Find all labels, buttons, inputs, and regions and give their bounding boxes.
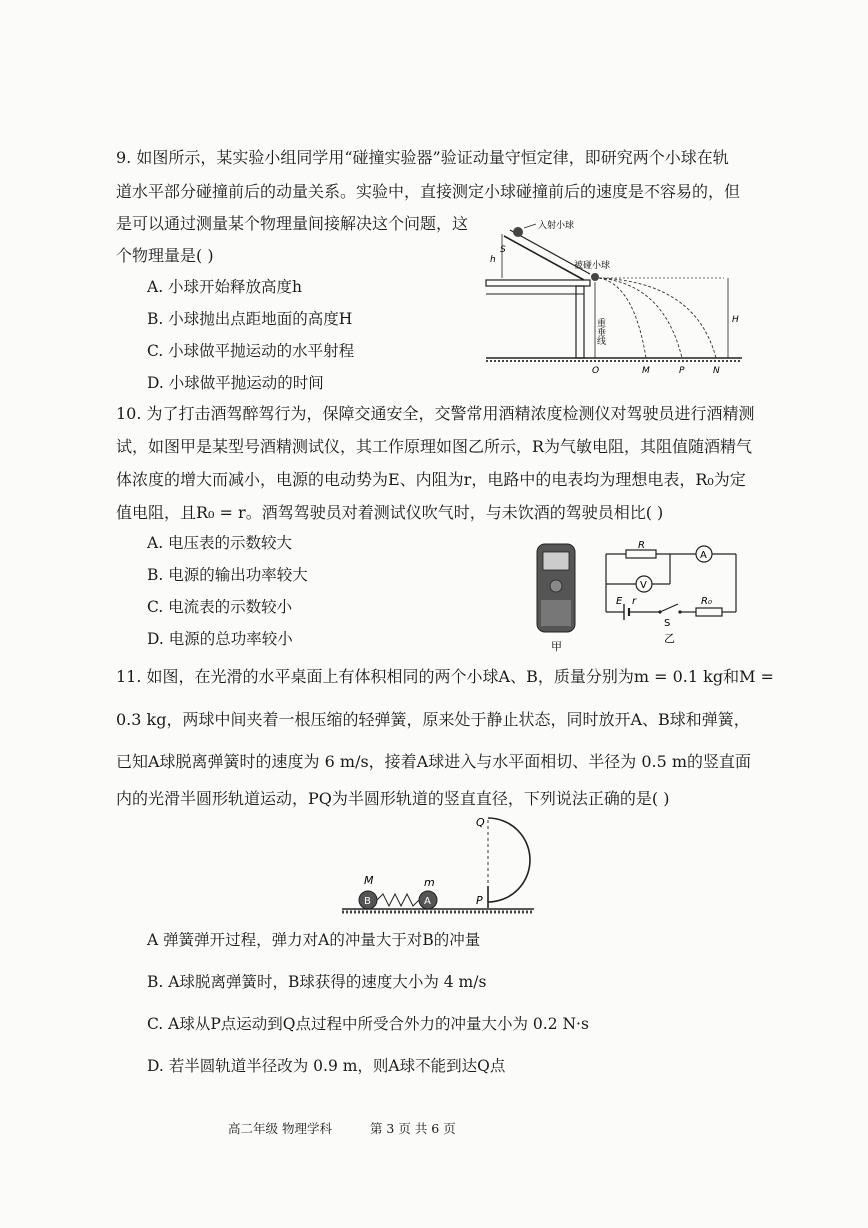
switch-icon: [660, 604, 678, 612]
collision-apparatus-figure: [484, 218, 744, 378]
ball-b-label: B: [364, 896, 371, 907]
big-h-label: H: [732, 315, 739, 325]
circuit-diagram: [600, 540, 745, 660]
ball-a-label: A: [424, 896, 431, 907]
footer-grade: 高二年级 物理学科: [228, 1121, 332, 1136]
voltmeter-label: V: [640, 580, 647, 591]
q11-option-b: B. A球脱离弹簧时，B球获得的速度大小为 4 m/s: [147, 973, 487, 991]
incident-ball-icon: [513, 227, 523, 237]
resistor-r0-icon: [696, 608, 722, 616]
q11-line-2: 0.3 kg，两球中间夹着一根压缩的轻弹簧，原来处于静止状态，同时放开A、B球和弹簧，: [116, 710, 750, 729]
spring-balls-figure: [338, 812, 538, 922]
q11-option-c: C. A球从P点运动到Q点过程中所受合外力的冲量大小为 0.2 N·s: [147, 1015, 589, 1033]
q10-line-2: 试，如图甲是某型号酒精测试仪，其工作原理如图乙所示，R为气敏电阻，其阻值随酒精气: [116, 437, 753, 456]
q9-line-4: 个物理量是( ): [116, 246, 214, 265]
q11-line-1: 11. 如图，在光滑的水平桌面上有体积相同的两个小球A、B，质量分别为m = 0.1 kg和M =: [116, 667, 774, 686]
q11-option-d: D. 若半圆轨道半径改为 0.9 m，则A球不能到达Q点: [147, 1057, 506, 1075]
ammeter-label: A: [700, 550, 707, 561]
q10-line-3: 体浓度的增大而减小，电源的电动势为E、内阻为r，电路中的电表均为理想电表，R₀为定: [116, 470, 746, 489]
s-label: S: [500, 245, 506, 255]
spring-icon: [377, 894, 419, 906]
display-icon: [543, 552, 569, 570]
q11-line-4: 内的光滑半圆形轨道运动，PQ为半圆形轨道的竖直直径，下列说法正确的是( ): [116, 789, 670, 808]
q11-option-a: A 弹簧弹开过程，弹力对A的冲量大于对B的冲量: [147, 931, 481, 949]
m-point-label: M: [642, 366, 650, 376]
e-label: E: [616, 596, 623, 607]
p-label: P: [476, 894, 483, 907]
q10-line-4: 值电阻，且R₀ = r。酒驾驾驶员对着测试仪吹气时，与未饮酒的驾驶员相比( ): [116, 503, 664, 522]
mass-m-small-label: m: [424, 876, 435, 889]
h-label: h: [490, 255, 496, 265]
semicircle-track: [488, 818, 530, 902]
q11-line-3: 已知A球脱离弹簧时的速度为 6 m/s，接着A球进入与水平面相切、半径为 0.5 m的竖直面: [116, 752, 752, 771]
mass-m-big-label: M: [364, 874, 374, 887]
q9-option-d: D. 小球做平抛运动的时间: [147, 374, 324, 392]
footer-page-number: 第 3 页 共 6 页: [369, 1121, 456, 1136]
figure-caption-yi: 乙: [664, 632, 675, 645]
q10-option-c: C. 电流表的示数较小: [147, 598, 293, 616]
plumb-line-label: 重垂线: [595, 318, 605, 345]
switch-label: S: [664, 618, 671, 629]
p-point-label: P: [679, 366, 685, 376]
n-point-label: N: [713, 366, 720, 376]
q9-line-3: 是可以通过测量某个物理量间接解决这个问题，这: [116, 214, 469, 233]
q-label: Q: [476, 816, 485, 829]
target-ball-icon: [591, 273, 599, 281]
q9-line-1: 9. 如图所示，某实验小组同学用“碰撞实验器”验证动量守恒定律，即研究两个小球在轨: [116, 148, 729, 167]
q10-option-a: A. 电压表的示数较大: [147, 534, 293, 552]
r-label: R: [638, 540, 645, 551]
q9-option-b: B. 小球抛出点距地面的高度H: [147, 310, 353, 328]
r0-label: R₀: [701, 596, 712, 607]
q10-line-1: 10. 为了打击酒驾醉驾行为，保障交通安全，交警常用酒精浓度检测仪对驾驶员进行酒精测: [116, 404, 755, 423]
q9-line-2: 道水平部分碰撞前后的动量关系。实验中，直接测定小球碰撞前后的速度是不容易的，但: [116, 182, 741, 201]
q10-option-d: D. 电源的总功率较小: [147, 630, 293, 648]
breathalyzer-figure: [525, 538, 585, 658]
q9-option-a: A. 小球开始释放高度h: [147, 278, 303, 296]
resistor-r-icon: [626, 550, 656, 558]
q9-option-c: C. 小球做平抛运动的水平射程: [147, 342, 355, 360]
figure-caption-jia: 甲: [551, 640, 562, 653]
target-ball-label: 被碰小球: [574, 261, 611, 271]
q10-option-b: B. 电源的输出功率较大: [147, 566, 308, 584]
o-label: O: [592, 366, 600, 376]
incident-ball-label: 入射小球: [538, 221, 575, 231]
internal-r-label: r: [632, 596, 637, 607]
page-footer: [228, 1119, 456, 1137]
